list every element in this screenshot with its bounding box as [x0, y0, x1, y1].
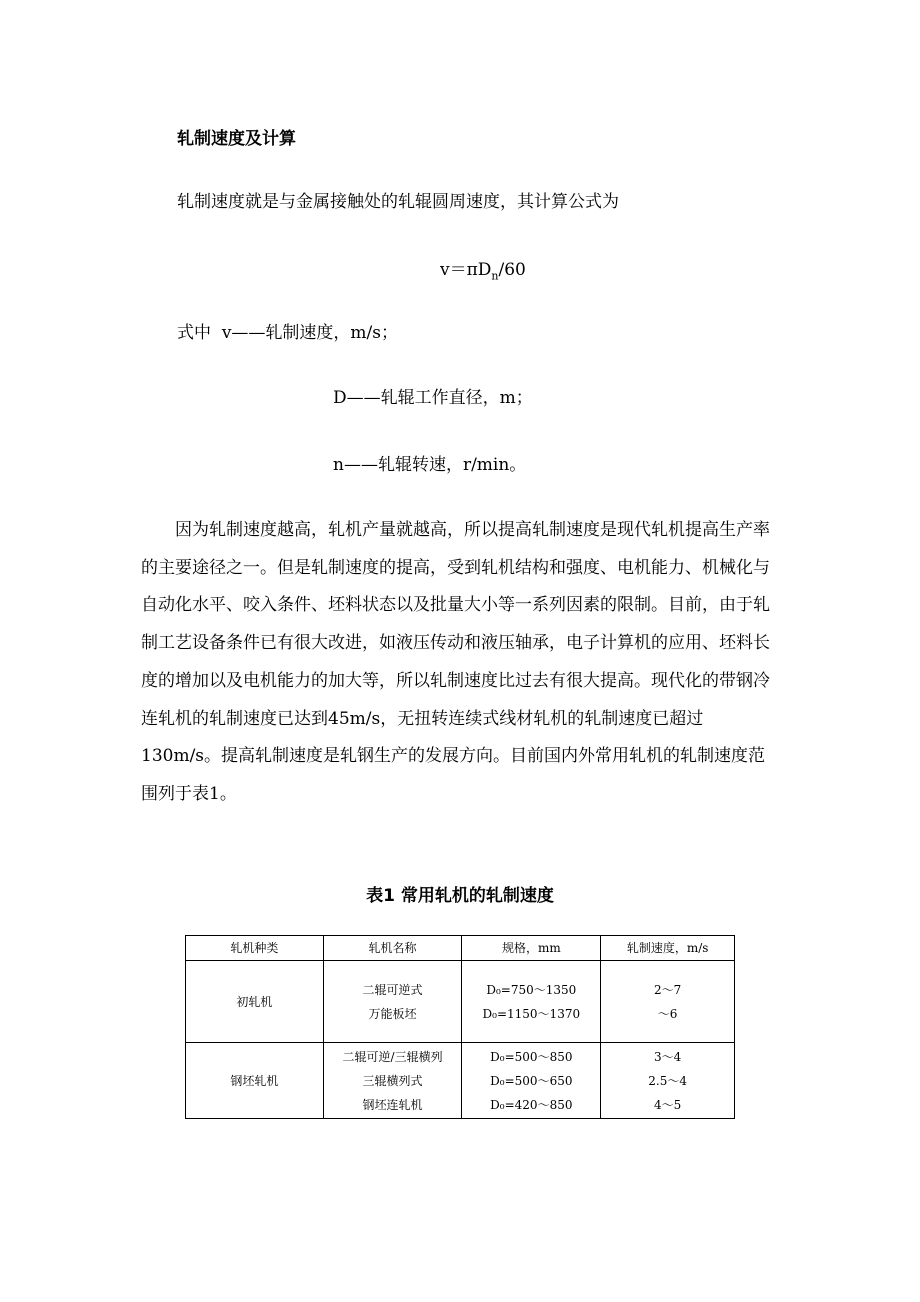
cell-type: 初轧机 [186, 961, 324, 1043]
formula [440, 255, 526, 282]
cell-speeds [601, 961, 735, 1043]
cell-name: 万能板坯 [368, 1006, 417, 1021]
cell-names [323, 961, 462, 1043]
speed-table [185, 935, 735, 1119]
cell-speed: 3～4 [653, 1049, 682, 1064]
table-caption: 表1 常用轧机的轧制速度 [366, 886, 554, 906]
cell-type: 钢坯轧机 [186, 1043, 324, 1119]
cell-spec: D₀=750～1350 [486, 982, 577, 997]
cell-speed: 4～5 [653, 1097, 682, 1112]
cell-name: 三辊横列式 [362, 1073, 423, 1088]
cell-specs [462, 961, 601, 1043]
where-line-d: D——轧辊工作直径，m； [333, 388, 533, 408]
cell-speed: ～6 [657, 1006, 678, 1021]
table-row [186, 1043, 735, 1119]
table-row [186, 961, 735, 1043]
cell-name: 二辊可逆式 [362, 982, 423, 997]
cell-spec: D₀=420～850 [490, 1097, 573, 1112]
where-prefix: 式中 [177, 323, 211, 343]
header-spec: 规格，mm [462, 936, 601, 961]
formula-suffix: /60 [498, 260, 526, 280]
body-paragraph [141, 512, 781, 814]
cell-name: 二辊可逆/三辊横列 [342, 1049, 443, 1064]
cell-name: 钢坯连轧机 [362, 1097, 423, 1112]
intro-text: 轧制速度就是与金属接触处的轧辊圆周速度，其计算公式为 [177, 192, 619, 212]
table-header-row [186, 936, 735, 961]
cell-spec: D₀=500～850 [490, 1049, 573, 1064]
where-line-n: n——轧辊转速，r/min。 [333, 455, 527, 475]
where-line-v [177, 318, 398, 343]
header-speed: 轧制速度，m/s [601, 936, 735, 961]
cell-speed: 2～7 [653, 982, 682, 997]
cell-speed: 2.5～4 [648, 1073, 687, 1088]
formula-prefix: v＝πD [440, 260, 492, 280]
section-heading: 轧制速度及计算 [177, 129, 296, 149]
formula-subscript: n [491, 269, 499, 283]
body-paragraph-text: 因为轧制速度越高，轧机产量就越高，所以提高轧制速度是现代轧机提高生产率的主要途径之一。但是轧制速度的提高，受到轧机结构和强度、电机能力、机械化与自动化水平、咬入条件、坯料状态以及批量大小等一系列因素的限制。目前，由于轧制工艺设备条件已有很大改进，如液压传动和液压轴承，电子计算机的应用、坯料长度的增加以及电机能力的加大等，所以轧制速度比过去有很大提高。现代化的带钢冷连轧机的轧制速度已达到45m/s，无扭转连续式线材轧机的轧制速度已超过130m/s。提高轧制速度是轧钢生产的发展方向。目前国内外常用轧机的轧制速度范围列于表1。 [141, 520, 770, 804]
cell-names [323, 1043, 462, 1119]
cell-specs [462, 1043, 601, 1119]
cell-speeds [601, 1043, 735, 1119]
cell-spec: D₀=1150～1370 [482, 1006, 581, 1021]
header-name: 轧机名称 [323, 936, 462, 961]
cell-spec: D₀=500～650 [490, 1073, 573, 1088]
header-type: 轧机种类 [186, 936, 324, 961]
where-v: v——轧制速度，m/s； [221, 323, 398, 343]
